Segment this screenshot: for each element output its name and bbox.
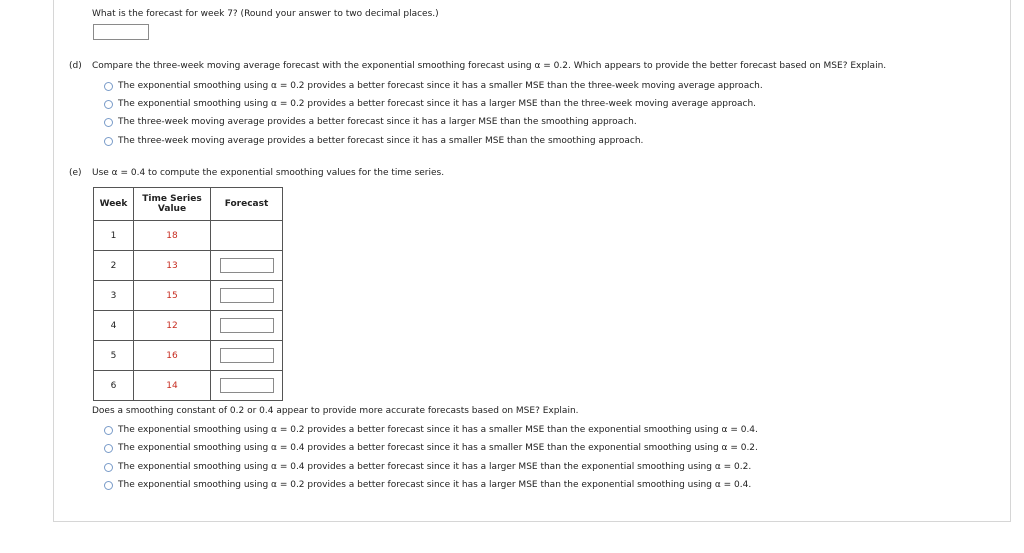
part-d-option-3[interactable] [104, 115, 637, 129]
option-label: The exponential smoothing using α = 0.2 provides a better forecast since it has a smaller MSE than the exponential smoothing using α = 0.4. [118, 425, 758, 435]
table-row [94, 281, 283, 311]
week-cell: 5 [94, 341, 134, 371]
value-cell: 16 [134, 341, 211, 371]
option-label: The exponential smoothing using α = 0.2 provides a better forecast since it has a larger MSE than the exponential smoothing using α = 0.4. [118, 480, 752, 490]
part-d-label: (d) [69, 61, 82, 71]
table-row [94, 311, 283, 341]
option-label: The exponential smoothing using α = 0.2 provides a better forecast since it has a smaller MSE than the three-week moving average approach. [118, 81, 763, 91]
header-time-series-value [134, 188, 211, 221]
header-week: Week [94, 188, 134, 221]
forecast-input-week5[interactable] [220, 348, 274, 363]
part-e-label: (e) [69, 168, 82, 178]
forecast-input-week6[interactable] [220, 378, 274, 393]
radio-button-icon[interactable] [104, 481, 113, 490]
radio-button-icon[interactable] [104, 426, 113, 435]
radio-button-icon[interactable] [104, 82, 113, 91]
header-forecast: Forecast [211, 188, 283, 221]
table-row [94, 221, 283, 251]
radio-button-icon[interactable] [104, 463, 113, 472]
forecast-cell-empty [211, 221, 283, 251]
part-e-option-2[interactable] [104, 441, 758, 455]
value-cell: 13 [134, 251, 211, 281]
week-cell: 3 [94, 281, 134, 311]
week7-forecast-input[interactable] [93, 24, 149, 40]
part-e-prompt: Use α = 0.4 to compute the exponential smoothing values for the time series. [92, 168, 445, 178]
week-cell: 2 [94, 251, 134, 281]
option-label: The exponential smoothing using α = 0.2 provides a better forecast since it has a larger MSE than the three-week moving average approach. [118, 99, 757, 109]
week-cell: 1 [94, 221, 134, 251]
table-row [94, 341, 283, 371]
week7-question: What is the forecast for week 7? (Round your answer to two decimal places.) [92, 9, 439, 19]
value-cell: 18 [134, 221, 211, 251]
forecast-input-week3[interactable] [220, 288, 274, 303]
value-cell: 14 [134, 371, 211, 401]
forecast-cell [211, 311, 283, 341]
forecast-cell [211, 371, 283, 401]
radio-button-icon[interactable] [104, 444, 113, 453]
time-series-table [93, 187, 283, 401]
option-label: The exponential smoothing using α = 0.4 provides a better forecast since it has a smaller MSE than the exponential smoothing using α = 0.2. [118, 443, 758, 453]
week-cell: 6 [94, 371, 134, 401]
option-label: The three-week moving average provides a better forecast since it has a smaller MSE than the smoothing approach. [118, 136, 644, 146]
option-label: The three-week moving average provides a better forecast since it has a larger MSE than the smoothing approach. [118, 117, 637, 127]
forecast-input-week2[interactable] [220, 258, 274, 273]
part-d-prompt: Compare the three-week moving average forecast with the exponential smoothing forecast using α = 0.2. Which appears to provide the better forecast based on MSE? Explain. [92, 61, 887, 71]
forecast-cell [211, 281, 283, 311]
table-row [94, 251, 283, 281]
value-cell: 15 [134, 281, 211, 311]
table-header-row [94, 188, 283, 221]
value-cell: 12 [134, 311, 211, 341]
forecast-cell [211, 251, 283, 281]
part-e-option-1[interactable] [104, 423, 758, 437]
part-d-option-4[interactable] [104, 134, 643, 148]
week-cell: 4 [94, 311, 134, 341]
radio-button-icon[interactable] [104, 100, 113, 109]
part-d-option-1[interactable] [104, 79, 763, 93]
part-e-option-4[interactable] [104, 478, 751, 492]
forecast-cell [211, 341, 283, 371]
header-line-1: Time Series [142, 194, 202, 204]
table-row [94, 371, 283, 401]
radio-button-icon[interactable] [104, 137, 113, 146]
radio-button-icon[interactable] [104, 118, 113, 127]
smoothing-question: Does a smoothing constant of 0.2 or 0.4 appear to provide more accurate forecasts based on MSE? Explain. [92, 406, 579, 416]
header-line-2: Value [157, 204, 187, 214]
part-d-option-2[interactable] [104, 97, 756, 111]
part-e-option-3[interactable] [104, 460, 751, 474]
option-label: The exponential smoothing using α = 0.4 provides a better forecast since it has a larger MSE than the exponential smoothing using α = 0.2. [118, 462, 752, 472]
forecast-input-week4[interactable] [220, 318, 274, 333]
